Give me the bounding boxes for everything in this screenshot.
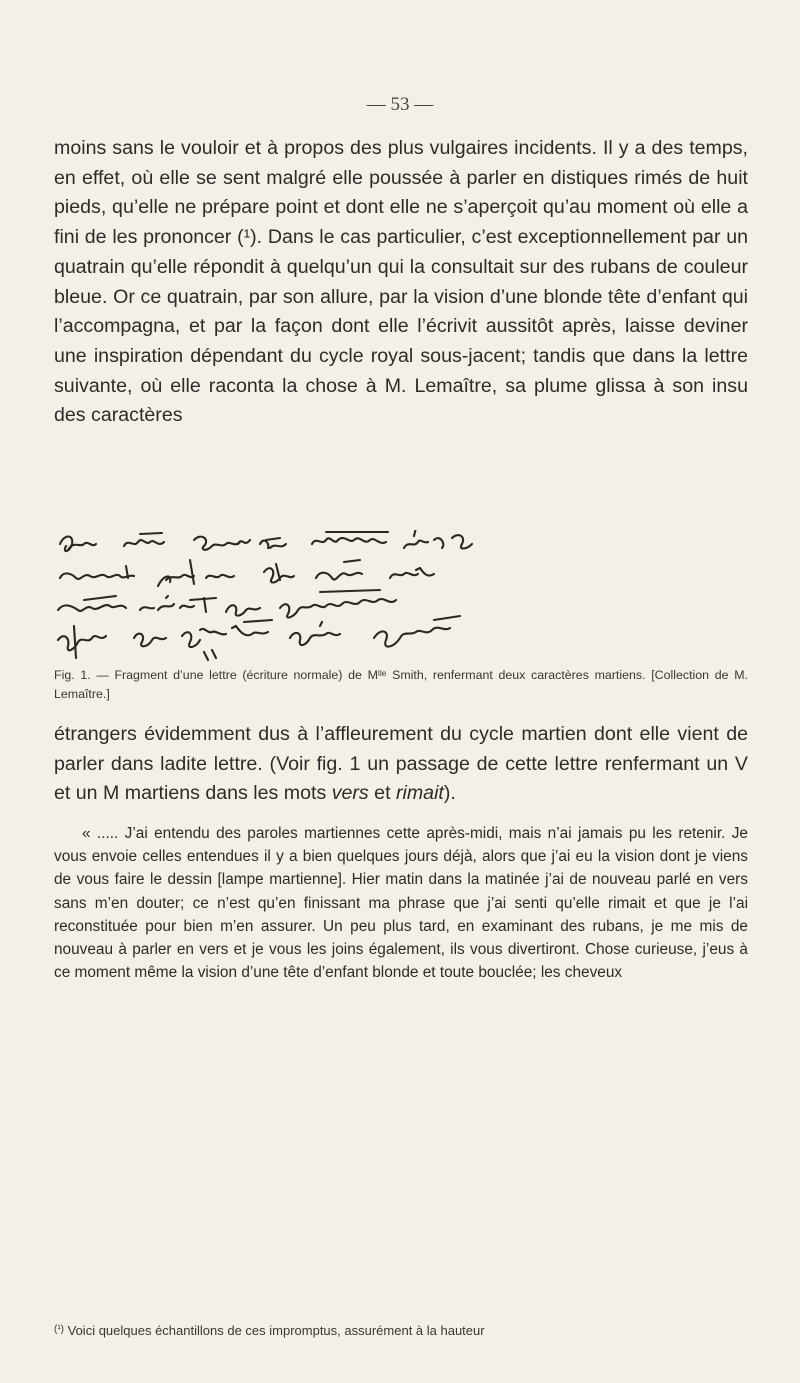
handwriting-image [54, 530, 748, 665]
footnote [54, 1320, 748, 1340]
paragraph-2-text-start: étrangers évidemment dus à l’affleurement du cycle martien dont elle vient de parler dans ladite lettre. (Voir fig. 1 un passage de cette lettre renfermant un V et un M martiens dans les mots [54, 723, 748, 805]
paragraph-1 [54, 134, 748, 431]
paragraph-2-text-middle: et [368, 782, 396, 805]
letter-quote [54, 822, 748, 984]
handwritten-letter-fragment [54, 530, 748, 665]
paragraph-2-text-end: ). [443, 782, 456, 805]
italic-word-rimait: rimait [395, 782, 444, 805]
letter-quote-text: « ..... J’ai entendu des paroles martiennes cette après-midi, mais n’ai jamais pu les retenir. Je vous envoie celles entendues il y a bien quelques jours déjà, alors que j’ai eu la vision dont je viens de vous faire le dessin [lampe martienne]. Hier matin dans la matinée j’ai de nouveau parlé en vers sans m’en douter; ce n’est qu’en finissant ma phrase que j’ai senti qu’elle rimait et que je l’ai reconstituée pour bien m’en assurer. Un peu plus tard, en examinant des rubans, je me mis de nouveau à parler en vers et je vous les joins également, ils vous divertiront. Chose curieuse, j’eus à ce moment même la vision d’une tête d’enfant blonde et toute bouclée; les cheveux [54, 825, 748, 982]
paragraph-1-text: moins sans le vouloir et à propos des plus vulgaires incidents. Il y a des temps, en effet, où elle se sent malgré elle poussée à parler en distiques rimés de huit pieds, qu’elle ne prépare point et dont elle ne s’aperçoit qu’au moment où elle a fini de les prononcer (¹). Dans le cas particulier, c’est exceptionnellement par un quatrain qu’elle répondit à quelqu’un qui la consultait sur des rubans de couleur bleue. Or ce quatrain, par son allure, par la vision d’une blonde tête d’enfant qui l’accompagna, et par la façon dont elle l’écrivit aussitôt après, laisse deviner une inspiration dépendant du cycle royal sous-jacent; tandis que dans la lettre suivante, où elle raconta la chose à M. Lemaître, sa plume glissa à son insu des caractères [54, 137, 748, 427]
footnote-text: Voici quelques échantillons de ces impromptus, assurément à la hauteur [67, 1323, 485, 1338]
footnote-mark: (¹) [54, 1324, 64, 1335]
italic-word-vers: vers [331, 782, 369, 805]
paragraph-2 [54, 720, 748, 809]
figure-caption: Fig. 1. — Fragment d’une lettre (écriture normale) de Mˡˡᵉ Smith, renfermant deux caractères martiens. [Collection de M. Lemaître.] [54, 668, 748, 701]
page-number: — 53 — [366, 94, 434, 115]
